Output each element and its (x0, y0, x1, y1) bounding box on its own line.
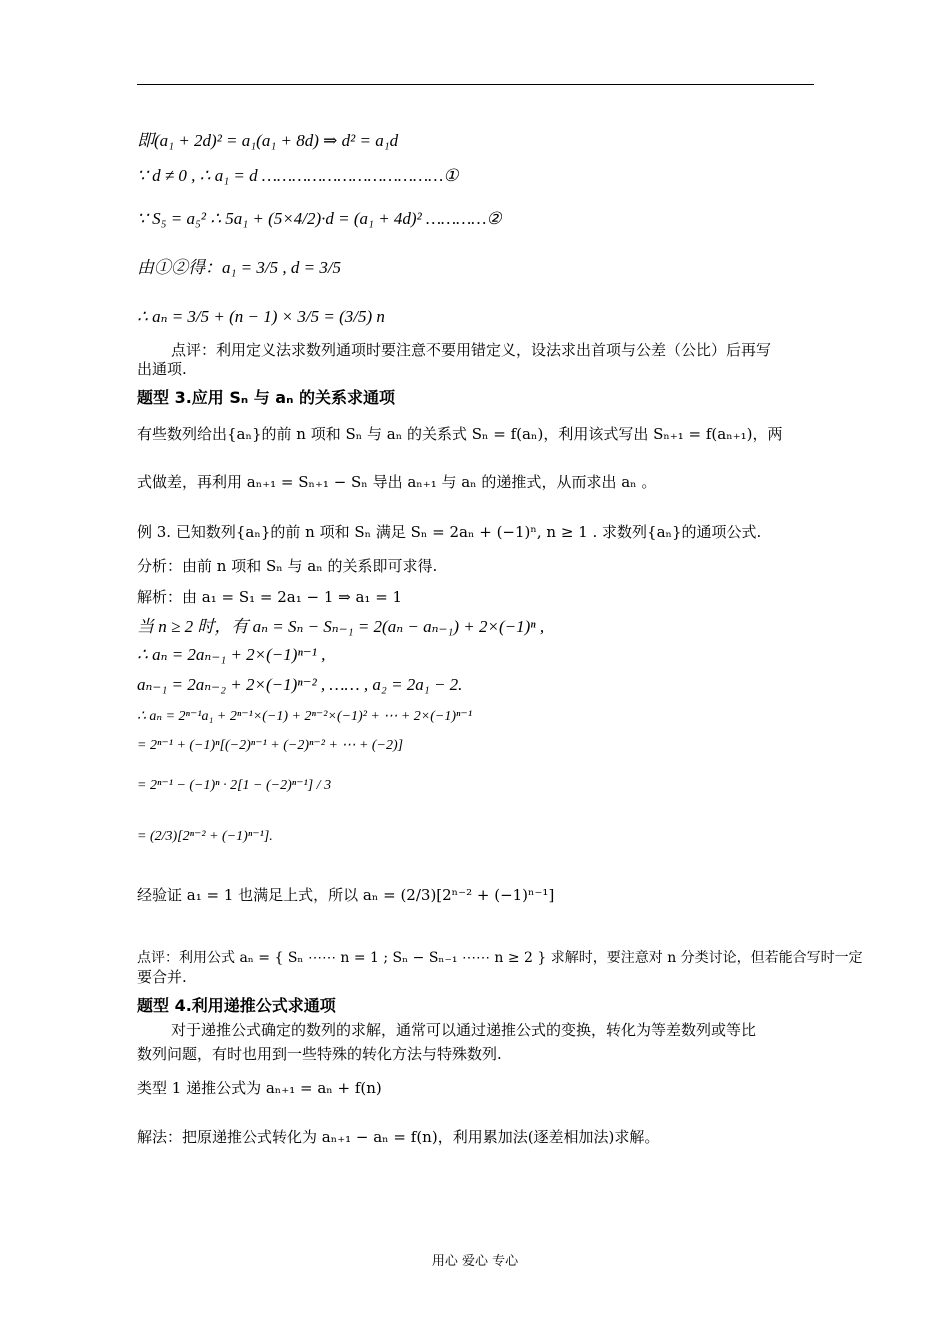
paragraph-4-line-1: 对于递推公式确定的数列的求解，通常可以通过递推公式的变换，转化为等差数列或等比 (171, 1021, 757, 1039)
solution-line-1: 解析：由 a₁ = S₁ = 2a₁ − 1 ⇒ a₁ = 1 (137, 588, 403, 606)
comment-2-line-1: 点评：利用公式 aₙ = { Sₙ ⋯⋯ n = 1 ; Sₙ − Sₙ₋₁ ⋯⋯ n ≥ 2 } 求解时，要注意对 n 分类讨论，但若能合写时一定 (137, 950, 863, 966)
verification-line: 经验证 a₁ = 1 也满足上式，所以 aₙ = (2/3)[2ⁿ⁻² + (−1)ⁿ⁻¹] (137, 886, 555, 904)
solution-line-5: ∴ aₙ = 2ⁿ⁻¹a₁ + 2ⁿ⁻¹×(−1) + 2ⁿ⁻²×(−1)² + ⋯ + 2×(−1)ⁿ⁻¹ (137, 709, 473, 724)
section-heading-4: 题型 4.利用递推公式求通项 (137, 996, 336, 1015)
solution-line-3: ∴ aₙ = 2aₙ₋₁ + 2×(−1)ⁿ⁻¹ , (137, 645, 326, 664)
paragraph-line-2: 式做差，再利用 aₙ₊₁ = Sₙ₊₁ − Sₙ 导出 aₙ₊₁ 与 aₙ 的递推式，从而求出 aₙ 。 (137, 473, 657, 491)
analysis-line: 分析：由前 n 项和 Sₙ 与 aₙ 的关系即可求得. (137, 557, 438, 575)
page-footer: 用心 爱心 专心 (431, 1254, 519, 1269)
type-1-line: 类型 1 递推公式为 aₙ₊₁ = aₙ + f(n) (137, 1079, 382, 1097)
comment-line-1: 点评：利用定义法求数列通项时要注意不要用错定义，设法求出首项与公差（公比）后再写 (171, 341, 772, 359)
equation-line-1: 即(a₁ + 2d)² = a₁(a₁ + 8d) ⇒ d² = a₁d (137, 131, 399, 150)
equation-line-5: ∴ aₙ = 3/5 + (n − 1) × 3/5 = (3/5) n (137, 307, 385, 326)
solution-line-8: = (2/3)[2ⁿ⁻² + (−1)ⁿ⁻¹]. (137, 829, 273, 844)
solution-line-2: 当 n ≥ 2 时，有 aₙ = Sₙ − Sₙ₋₁ = 2(aₙ − aₙ₋₁) + 2×(−1)ⁿ , (137, 617, 545, 636)
equation-line-2: ∵ d ≠ 0 , ∴ a₁ = d ………………………………① (137, 166, 459, 185)
solution-line-4: aₙ₋₁ = 2aₙ₋₂ + 2×(−1)ⁿ⁻² , …… , a₂ = 2a₁ − 2. (137, 675, 463, 694)
equation-line-3: ∵ S₅ = a₅² ∴ 5a₁ + (5×4/2)·d = (a₁ + 4d)² …………② (137, 209, 502, 228)
comment-line-2: 出通项. (137, 360, 187, 378)
method-line: 解法：把原递推公式转化为 aₙ₊₁ − aₙ = f(n)，利用累加法(逐差相加法)求解。 (137, 1128, 660, 1146)
paragraph-line-1: 有些数列给出{aₙ}的前 n 项和 Sₙ 与 aₙ 的关系式 Sₙ = f(aₙ)，利用该式写出 Sₙ₊₁ = f(aₙ₊₁)，两 (137, 425, 783, 443)
solution-line-7: = 2ⁿ⁻¹ − (−1)ⁿ · 2[1 − (−2)ⁿ⁻¹] / 3 (137, 778, 332, 793)
solution-line-6: = 2ⁿ⁻¹ + (−1)ⁿ[(−2)ⁿ⁻¹ + (−2)ⁿ⁻² + ⋯ + (−2)] (137, 738, 404, 753)
comment-2-line-2: 要合并. (137, 968, 187, 986)
section-heading-3: 题型 3.应用 Sₙ 与 aₙ 的关系求通项 (137, 388, 395, 407)
equation-line-4: 由①②得：a₁ = 3/5 , d = 3/5 (137, 258, 342, 277)
example-3-statement: 例 3. 已知数列{aₙ}的前 n 项和 Sₙ 满足 Sₙ = 2aₙ + (−1)ⁿ, n ≥ 1 . 求数列{aₙ}的通项公式. (137, 523, 762, 541)
header-rule (137, 84, 814, 85)
paragraph-4-line-2: 数列问题，有时也用到一些特殊的转化方法与特殊数列. (137, 1045, 502, 1063)
